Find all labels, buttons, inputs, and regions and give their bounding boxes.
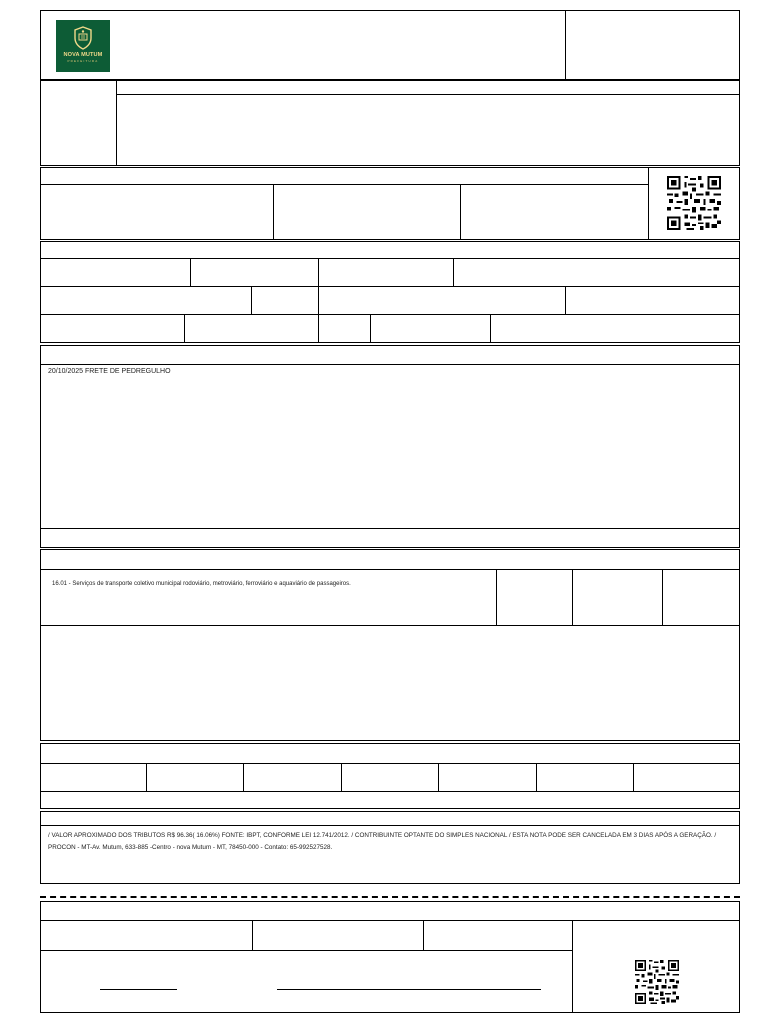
- provider-divider: [116, 80, 117, 166]
- municipal-crest-icon: [72, 26, 94, 50]
- taker-box: [40, 241, 740, 343]
- cut-line: [40, 896, 740, 898]
- logo-brand: NOVA MUTUM: [63, 52, 103, 58]
- service-box: [40, 549, 740, 741]
- verification-cell-divider-1: [273, 184, 274, 240]
- logo-subtitle: PREFEITURA: [67, 59, 99, 63]
- values-divider-2: [243, 763, 244, 791]
- discrimination-footer-line: [40, 528, 740, 529]
- values-row-line: [40, 791, 740, 792]
- verification-header-line: [40, 184, 648, 185]
- service-item-text: 16.01 - Serviços de transporte coletivo municipal rodoviário, metroviário, ferroviário e aquaviário de passageiros.: [52, 581, 351, 587]
- taker-r1-divider-3: [453, 258, 454, 286]
- discrimination-header-line: [40, 364, 740, 365]
- other-info-header-line: [40, 825, 740, 826]
- receipt-divider-2: [423, 920, 424, 950]
- values-divider-4: [438, 763, 439, 791]
- qr-code-icon: [666, 176, 722, 230]
- taker-r2-divider-1: [251, 286, 252, 314]
- values-divider-5: [536, 763, 537, 791]
- taker-r2-divider-3: [565, 286, 566, 314]
- header-box: [40, 10, 740, 80]
- service-divider-3: [662, 569, 663, 625]
- values-divider-1: [146, 763, 147, 791]
- provider-box: [40, 80, 740, 166]
- service-divider-1: [496, 569, 497, 625]
- receipt-row-line: [40, 950, 572, 951]
- taker-r3-divider-1: [184, 314, 185, 343]
- values-header-line: [40, 763, 740, 764]
- verification-cell-divider-2: [460, 184, 461, 240]
- taker-header-line: [40, 258, 740, 259]
- receipt-header-line: [40, 920, 740, 921]
- taker-row-line-1: [40, 286, 740, 287]
- values-box: [40, 743, 740, 809]
- values-divider-6: [633, 763, 634, 791]
- provider-header-line: [116, 94, 740, 95]
- receipt-date-line: [100, 989, 177, 990]
- discrimination-text: 20/10/2025 FRETE DE PEDREGULHO: [48, 368, 171, 375]
- service-header-line: [40, 569, 740, 570]
- values-divider-3: [341, 763, 342, 791]
- taker-r3-divider-4: [490, 314, 491, 343]
- verification-qr-divider: [648, 167, 649, 240]
- service-row-line: [40, 625, 740, 626]
- taker-r3-divider-2: [318, 314, 319, 343]
- receipt-qr-code-icon: [633, 960, 681, 1004]
- taker-row-line-2: [40, 314, 740, 315]
- municipal-logo: [56, 20, 110, 72]
- other-info-text: / VALOR APROXIMADO DOS TRIBUTOS R$ 96.36( 16.06%) FONTE: IBPT, CONFORME LEI 12.741/2012. / CONTRIBUINTE OPTANTE DO SIMPLES NACIONAL / ESTA NOTA PODE SER CANCELADA EM 3 DIAS APÓS A GERAÇÃO. / PROCON - MT-Av. Mutum, 633-885 -Centro - nova Mutum - MT, 78450-000 - Contato: 65-992527528.: [48, 832, 717, 851]
- taker-r1-divider-2: [318, 258, 319, 286]
- receipt-divider-1: [252, 920, 253, 950]
- taker-r3-divider-3: [370, 314, 371, 343]
- receipt-qr-divider: [572, 920, 573, 1013]
- service-divider-2: [572, 569, 573, 625]
- taker-r2-divider-2: [318, 286, 319, 314]
- taker-r1-divider-1: [190, 258, 191, 286]
- receipt-signature-line: [277, 989, 541, 990]
- header-divider: [565, 10, 566, 80]
- verification-box: [40, 167, 740, 240]
